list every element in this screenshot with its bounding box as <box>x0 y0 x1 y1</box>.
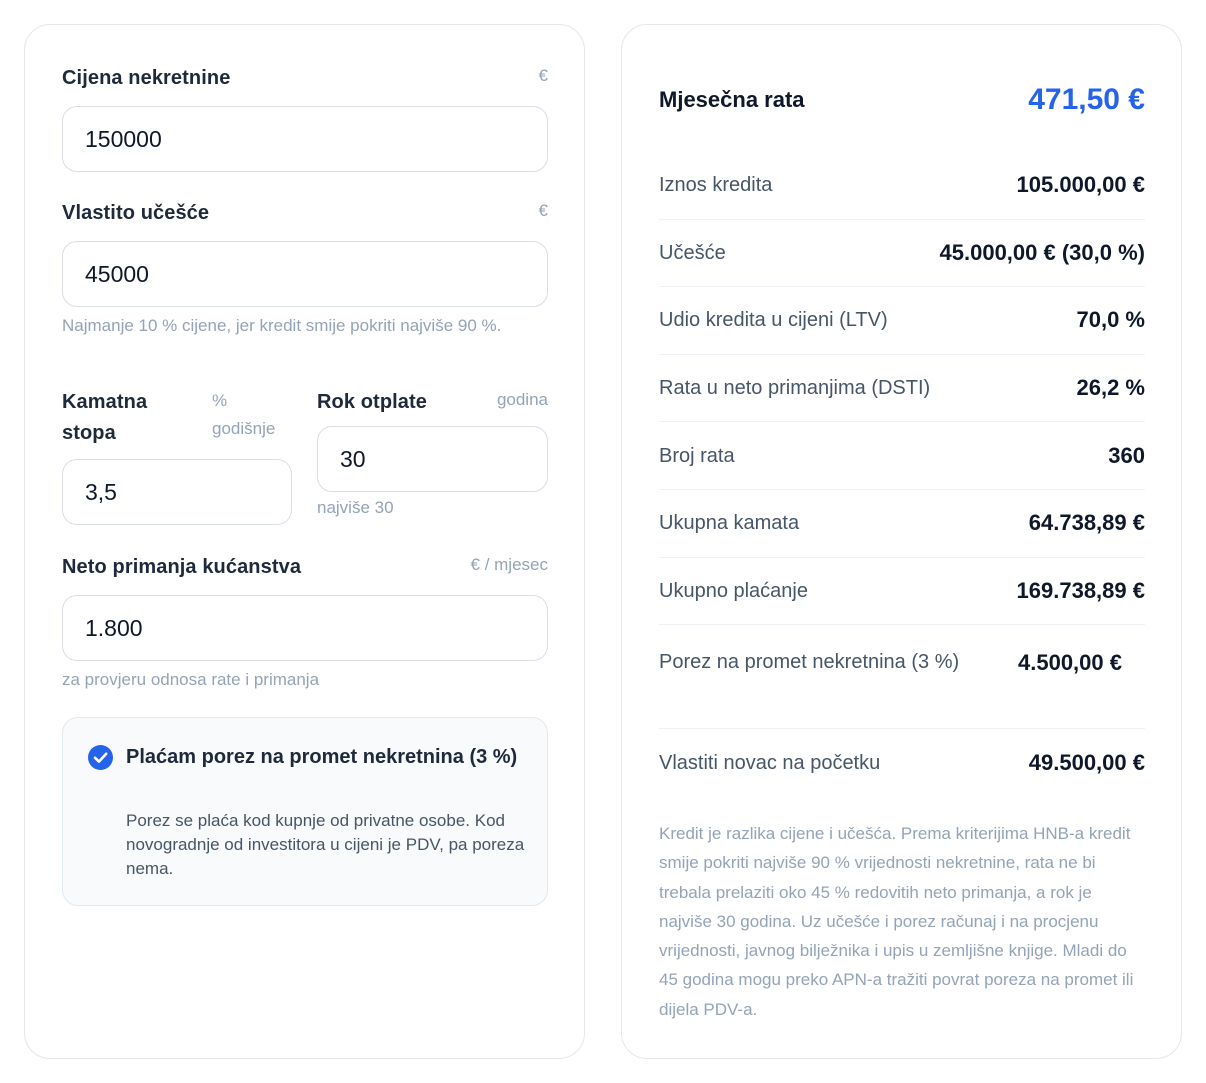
checkbox-checked-icon[interactable] <box>88 745 113 770</box>
interest-label: Kamatna stopa <box>62 391 148 444</box>
monthly-payment <box>659 75 1145 125</box>
result-row-dsti <box>659 355 1145 423</box>
result-label: Iznos kredita <box>659 174 773 197</box>
result-row-down-payment <box>659 220 1145 288</box>
down-payment-input[interactable]: 45000 <box>62 241 548 307</box>
result-label: Ukupna kamata <box>659 512 800 535</box>
result-row-total-payment <box>659 558 1145 626</box>
term-input[interactable]: 30 <box>317 426 548 492</box>
monthly-payment-value: 471,50 € <box>1028 83 1145 116</box>
result-row-transfer-tax <box>659 625 1145 729</box>
result-value: 360 <box>1108 442 1145 468</box>
result-row-installments <box>659 422 1145 490</box>
result-value: 49.500,00 € <box>1028 749 1145 775</box>
term-unit: godina <box>496 390 548 409</box>
monthly-payment-label: Mjesečna rata <box>659 87 805 112</box>
price-label: Cijena nekretnine <box>62 67 231 89</box>
down-payment-hint: Najmanje 10 % cijene, jer kredit smije pokriti najviše 90 %. <box>62 316 502 335</box>
down-payment-label: Vlastito učešće <box>62 202 210 224</box>
result-label: Vlastiti novac na početku <box>659 751 881 774</box>
income-unit: € / mjesec <box>470 555 548 574</box>
down-payment-unit: € <box>538 201 548 220</box>
result-label: Učešće <box>659 241 726 264</box>
tax-option-box[interactable] <box>62 717 548 906</box>
income-hint: za provjeru odnosa rate i primanja <box>62 670 320 689</box>
result-value: 105.000,00 € <box>1016 172 1145 198</box>
price-field <box>62 63 548 172</box>
down-payment-field <box>62 198 548 338</box>
interest-unit: % godišnje <box>212 391 276 438</box>
result-label: Udio kredita u cijeni (LTV) <box>659 309 888 332</box>
result-value: 64.738,89 € <box>1028 510 1145 536</box>
tax-option-title: Plaćam porez na promet nekretnina (3 %) <box>126 746 518 768</box>
results-list <box>659 152 1145 797</box>
result-row-own-funds <box>659 729 1145 797</box>
result-value: 26,2 % <box>1076 375 1145 401</box>
result-label: Rata u neto primanjima (DSTI) <box>659 377 931 400</box>
result-value: 169.738,89 € <box>1016 577 1145 603</box>
interest-field <box>62 387 292 525</box>
results-card <box>621 24 1182 1059</box>
term-hint: najviše 30 <box>317 498 394 517</box>
result-row-total-interest <box>659 490 1145 558</box>
income-label: Neto primanja kućanstva <box>62 556 302 578</box>
result-row-loan-amount <box>659 152 1145 220</box>
calculator-form-card <box>24 24 585 1059</box>
term-label: Rok otplate <box>317 391 427 413</box>
price-input[interactable]: 150000 <box>62 106 548 172</box>
result-label: Porez na promet nekretnina (3 %) <box>659 651 960 674</box>
term-field <box>317 387 548 520</box>
interest-input[interactable]: 3,5 <box>62 459 292 525</box>
income-input[interactable]: 1.800 <box>62 595 548 661</box>
price-unit: € <box>538 66 548 85</box>
result-value: 70,0 % <box>1076 307 1145 333</box>
result-value: 45.000,00 € (30,0 %) <box>939 239 1145 265</box>
results-footnote: Kredit je razlika cijene i učešća. Prema kriterijima HNB-a kredit smije pokriti najviše 90 % vrijednosti nekretnine, rata ne bi trebala prelaziti oko 45 % redovitih neto primanja, a rok je najviše 30 godina. Uz učešće i porez računaj i na procjenu vrijednosti, javnog bilježnika i upis u zemljišne knjige. Mladi do 45 godina mogu preko APN-a tražiti povrat poreza na promet ili dijela PDV-a. <box>659 824 1134 1019</box>
tax-option-description: Porez se plaća kod kupnje od privatne osobe. Kod novogradnje od investitora u cijeni je PDV, pa poreza nema. <box>126 811 525 878</box>
result-label: Ukupno plaćanje <box>659 579 808 602</box>
income-field <box>62 552 548 692</box>
result-row-ltv <box>659 287 1145 355</box>
result-label: Broj rata <box>659 444 735 467</box>
result-value: 4.500,00 € <box>1018 650 1122 676</box>
